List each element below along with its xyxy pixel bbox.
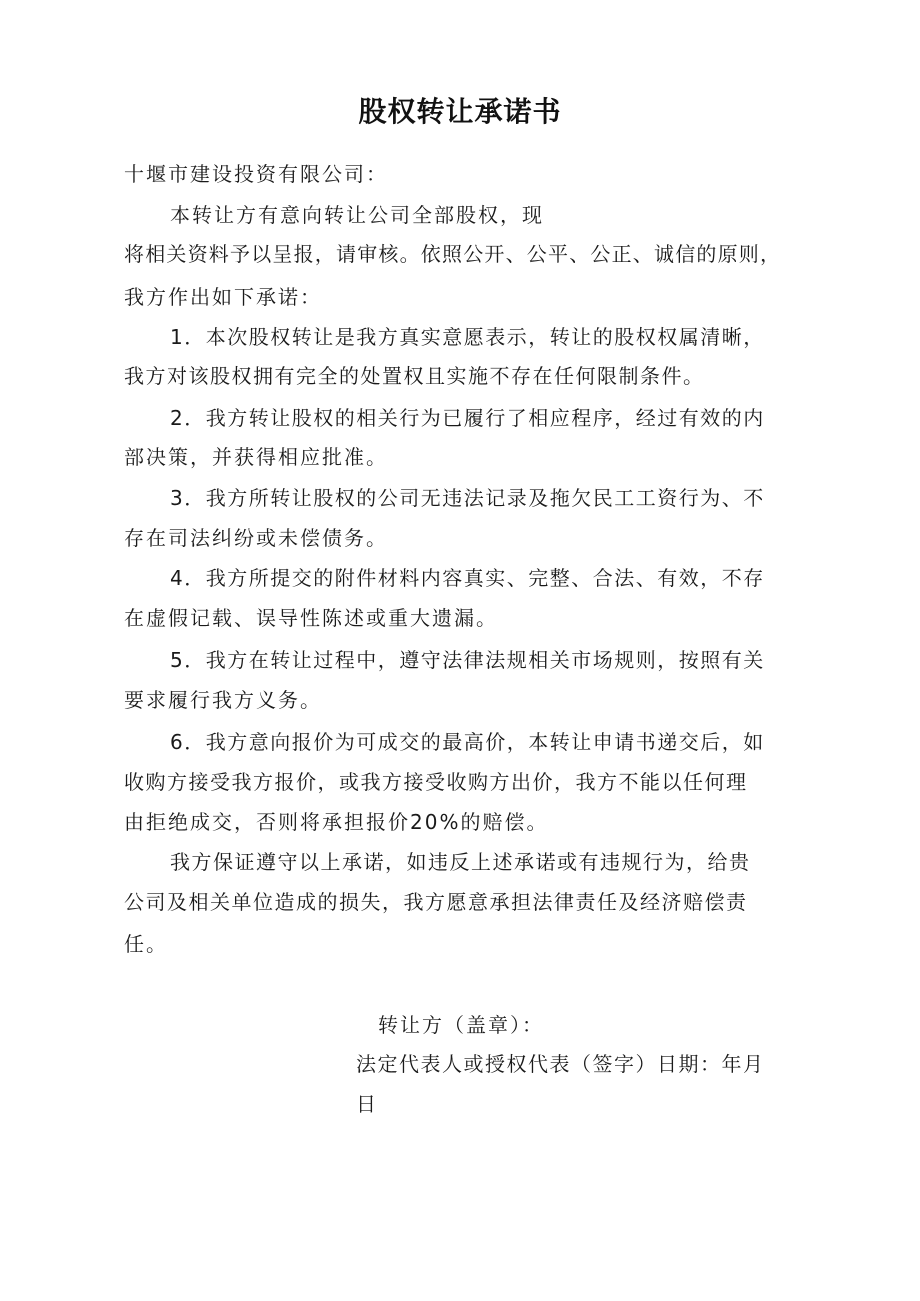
- addressee: 十堰市建设投资有限公司：: [124, 162, 388, 186]
- item-2-line-1: 2．我方转让股权的相关行为已履行了相应程序，经过有效的内: [170, 406, 765, 430]
- item-1-line-2: 我方对该股权拥有完全的处置权且实施不存在任何限制条件。: [124, 364, 705, 388]
- item-4-line-2: 在虚假记载、误导性陈述或重大遗漏。: [124, 606, 498, 630]
- intro-line-1: 本转让方有意向转让公司全部股权，现: [170, 203, 544, 227]
- signature-transferor: 转让方（盖章）：: [378, 1013, 544, 1037]
- intro-line-2: 将相关资料予以呈报，请审核。依照公开、公平、公正、诚信的原则，: [124, 242, 782, 266]
- item-5-line-1: 5．我方在转让过程中，遵守法律法规相关市场规则，按照有关: [170, 648, 765, 672]
- document-title: 股权转让承诺书: [358, 95, 562, 128]
- closing-line-2: 公司及相关单位造成的损失，我方愿意承担法律责任及经济赔偿责: [124, 890, 748, 914]
- signature-day: 日: [356, 1092, 378, 1116]
- item-6-line-1: 6．我方意向报价为可成交的最高价，本转让申请书递交后，如: [170, 730, 765, 754]
- item-5-line-2: 要求履行我方义务。: [124, 688, 322, 712]
- item-6-line-3: 由拒绝成交，否则将承担报价20%的赔偿。: [124, 810, 549, 834]
- item-3-line-1: 3．我方所转让股权的公司无违法记录及拖欠民工工资行为、不: [170, 486, 765, 510]
- signature-representative-date: 法定代表人或授权代表（签字）日期：年月: [356, 1052, 765, 1076]
- item-3-line-2: 存在司法纠纷或未偿债务。: [124, 526, 388, 550]
- item-6-line-2: 收购方接受我方报价，或我方接受收购方出价，我方不能以任何理: [124, 770, 748, 794]
- closing-line-3: 任。: [124, 932, 168, 956]
- item-4-line-1: 4．我方所提交的附件材料内容真实、完整、合法、有效，不存: [170, 566, 765, 590]
- item-2-line-2: 部决策，并获得相应批准。: [124, 445, 388, 469]
- closing-line-1: 我方保证遵守以上承诺，如违反上述承诺或有违规行为，给贵: [170, 850, 751, 874]
- item-1-line-1: 1．本次股权转让是我方真实意愿表示，转让的股权权属清晰，: [170, 325, 765, 349]
- intro-line-3: 我方作出如下承诺：: [124, 285, 322, 309]
